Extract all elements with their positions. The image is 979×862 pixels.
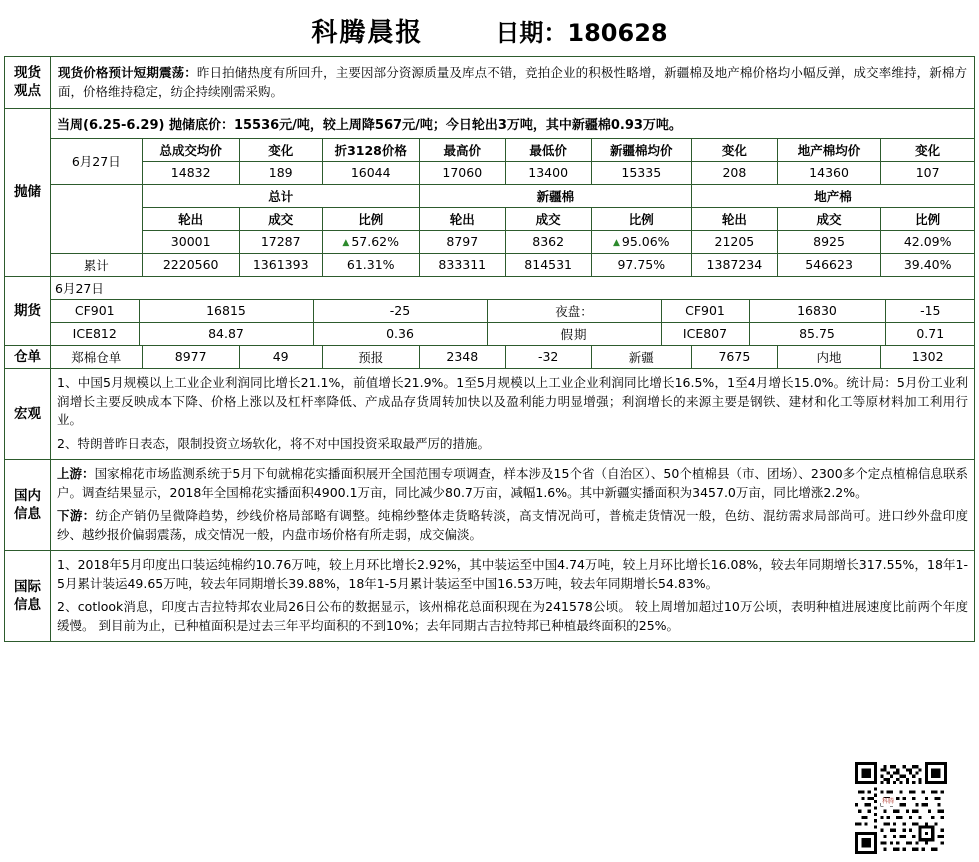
domestic-upstream [51,460,974,508]
reserve-price-header: 变化 [881,138,974,161]
reserve-data-table [51,138,974,276]
qr-code-icon [855,762,947,854]
date-value: 180628 [567,18,668,47]
reserve-spacer [51,184,142,207]
reserve-sub-header-row [51,207,974,230]
reserve-content-cell [51,108,975,276]
row-label-international-line2: 信息 [14,596,41,613]
section-reserve-auction [5,108,975,276]
futures-contract: CF901 [51,299,139,322]
reserve-today-row [51,230,974,253]
futures-contract: ICE812 [51,322,139,345]
reserve-cumulative-value: 546623 [777,253,880,276]
reserve-spacer [51,207,142,230]
triangle-up-icon: ▲ [612,237,620,248]
reserve-cumulative-value: 833311 [419,253,505,276]
spot-lead: 现货价格预计短期震荡： [58,65,197,80]
reserve-cumulative-value: 1387234 [691,253,777,276]
row-label-international-line1: 国际 [14,578,41,595]
futures-change-night: -15 [885,299,975,322]
futures-row [51,322,975,345]
warehouse-cell: 8977 [142,346,239,368]
reserve-group-header-row [51,184,974,207]
warehouse-cell: 内地 [777,346,880,368]
reserve-group-local: 地产棉 [691,184,974,207]
macro-content-cell [51,368,975,459]
reserve-cumulative-value: 61.31% [322,253,419,276]
warehouse-cell: 2348 [419,346,505,368]
row-label-domestic [5,459,51,550]
reserve-price-header: 总成交均价 [142,138,239,161]
futures-change-night: 0.71 [885,322,975,345]
reserve-today-ratio: 95.06% [621,234,670,250]
spot-content-cell [51,57,975,109]
reserve-sub-header: 成交 [239,207,322,230]
row-label-spot-line2: 观点 [14,83,41,100]
reserve-sub-header: 成交 [505,207,591,230]
futures-change: -25 [313,299,487,322]
date-label: 日期： [495,18,568,47]
reserve-cumulative-value: 1361393 [239,253,322,276]
reserve-today-value: 8925 [777,230,880,253]
row-label-international [5,550,51,641]
qr-center-label: 科腾 [882,798,895,805]
reserve-price-value: 14832 [142,161,239,184]
section-warehouse-receipts [5,345,975,368]
reserve-price-header: 变化 [239,138,322,161]
footer-spacer [0,642,979,746]
reserve-sub-header: 比例 [591,207,691,230]
section-spot-view [5,57,975,109]
reserve-today-value: 30001 [142,230,239,253]
spot-paragraph [51,57,974,108]
futures-date: 6月27日 [51,277,975,300]
reserve-price-header: 地产棉均价 [777,138,880,161]
warehouse-cell: -32 [505,346,591,368]
row-label-spot-line1: 现货 [14,65,41,82]
reserve-cumulative-value: 97.75% [591,253,691,276]
row-label-macro: 宏观 [5,368,51,459]
row-label-futures: 期货 [5,276,51,345]
report-date [495,13,667,48]
row-label-reserve: 抛储 [5,108,51,276]
futures-content-cell [51,276,975,345]
reserve-price-value: 189 [239,161,322,184]
reserve-price-value-row [51,161,974,184]
reserve-today-value [322,230,419,253]
reserve-price-value: 13400 [505,161,591,184]
section-international-info [5,550,975,641]
reserve-spacer [51,230,142,253]
reserve-cumulative-row [51,253,974,276]
futures-holiday-label: 假期 [487,322,661,345]
futures-price-night: 16830 [749,299,885,322]
reserve-sub-header: 轮出 [419,207,505,230]
reserve-today-value: 8797 [419,230,505,253]
row-label-warehouse: 仓单 [5,345,51,368]
futures-night-label: 夜盘： [487,299,661,322]
warehouse-cell: 预报 [322,346,419,368]
page-title: 科腾晨报 [311,17,424,48]
macro-paragraph-1: 1、中国5月规模以上工业企业利润同比增长21.1%，前值增长21.9%。1至5月规模以上工业企业利润同比增长16.5%，1至4月增长15.0%。统计局：5月份工业利润增长主要反映成本下降、价格上涨以及杠杆率降低、产成品存货周转加快以及盈利能力明显增强；利润增长的来源主要是钢铁、建材和化工等原材料加工利用行业。 [57,374,968,428]
warehouse-row [51,346,974,368]
row-label-domestic-line2: 信息 [14,505,41,522]
reserve-sub-header: 轮出 [691,207,777,230]
reserve-price-header: 最低价 [505,138,591,161]
warehouse-cell: 新疆 [591,346,691,368]
warehouse-cell: 郑棉仓单 [51,346,142,368]
warehouse-table [51,346,974,368]
reserve-group-total: 总计 [142,184,419,207]
reserve-today-value: 8362 [505,230,591,253]
reserve-cumulative-label: 累计 [51,253,142,276]
row-label-spot [5,57,51,109]
reserve-sub-header: 轮出 [142,207,239,230]
reserve-price-header: 变化 [691,138,777,161]
report-table [4,56,975,642]
reserve-price-value: 14360 [777,161,880,184]
reserve-today-value: 42.09% [881,230,974,253]
qr-code-container [855,762,947,854]
reserve-sub-header: 比例 [322,207,419,230]
reserve-price-header: 最高价 [419,138,505,161]
domestic-upstream-lead: 上游： [57,465,95,481]
futures-table [51,277,975,345]
international-content-cell [51,550,975,641]
reserve-cumulative-value: 814531 [505,253,591,276]
reserve-cumulative-value: 2220560 [142,253,239,276]
futures-price: 16815 [139,299,313,322]
reserve-today-value [591,230,691,253]
international-paragraph-1: 1、2018年5月印度出口装运纯棉约10.76万吨，较上月环比增长2.92%，其中装运至中国4.74万吨，较上月环比增长16.08%，较去年同期增长317.55%，18年1-5月累计装运49.65万吨，较去年同期增长39.88%，18年1-5月累计装运至中国16.53万吨，较去年同期增长54.83%。 [57,556,968,591]
reserve-price-header: 折3128价格 [322,138,419,161]
domestic-downstream [51,507,974,550]
spot-text: 昨日拍储热度有所回升，主要因部分资源质量及库点不错，竞拍企业的积极性略增，新疆棉及地产棉价格均小幅反弹，成交率维持，新棉方面，价格维持稳定，纺企持续刚需采购。 [58,65,967,100]
futures-contract-night: ICE807 [661,322,749,345]
futures-change: 0.36 [313,322,487,345]
reserve-cumulative-value: 39.40% [881,253,974,276]
reserve-date-cell: 6月27日 [51,138,142,184]
reserve-price-header-row [51,138,974,161]
reserve-price-value: 208 [691,161,777,184]
document-header [0,0,979,56]
triangle-up-icon: ▲ [342,237,350,248]
reserve-price-value: 16044 [322,161,419,184]
warehouse-cell: 7675 [691,346,777,368]
reserve-group-xinjiang: 新疆棉 [419,184,691,207]
international-paragraph-2: 2、cotlook消息，印度古吉拉特邦农业局26日公布的数据显示，该州棉花总面积现在为241578公顷。 较上周增加超过10万公顷，表明种植进展速度比前两个年度缓慢。 到目前为止，已种植面积是过去三年平均面积的不到10%；去年同期古吉拉特邦已种植最终面积的25%。 [57,599,968,633]
domestic-downstream-text: 纺企产销仍呈微降趋势，纱线价格局部略有调整。纯棉纱整体走货略转淡，高支情况尚可，普梳走货情况一般，色纺、混纺需求局部尚可。进口纱外盘印度纱、越纱报价偏弱震荡，成交情况一般，内盘市场价格有所走弱，成交偏淡。 [57,508,968,542]
futures-price: 84.87 [139,322,313,345]
reserve-sub-header: 成交 [777,207,880,230]
domestic-content-cell [51,459,975,550]
reserve-price-header: 新疆棉均价 [591,138,691,161]
domestic-upstream-text: 国家棉花市场监测系统于5月下旬就棉花实播面积展开全国范围专项调查，样本涉及15个省（自治区）、50个植棉县（市、团场）、2300多个定点植棉信息联系户。调查结果显示，2018年全国棉花实播面积4900.1万亩，同比减少80.7万亩，减幅1.6%。其中新疆实播面积为3457.0万亩，同比增涨2.2%。 [57,465,968,500]
warehouse-content-cell [51,345,975,368]
futures-price-night: 85.75 [749,322,885,345]
reserve-today-value: 21205 [691,230,777,253]
reserve-price-value: 107 [881,161,974,184]
futures-contract-night: CF901 [661,299,749,322]
row-label-domestic-line1: 国内 [14,487,41,504]
domestic-downstream-lead: 下游： [57,508,96,524]
macro-paragraph-2: 2、特朗普昨日表态，限制投资立场软化，将不对中国投资采取最严厉的措施。 [57,436,490,451]
section-macro [5,368,975,459]
reserve-today-ratio: 57.62% [351,234,399,250]
reserve-today-value: 17287 [239,230,322,253]
warehouse-cell: 49 [239,346,322,368]
section-domestic-info [5,459,975,550]
futures-date-row [51,277,975,300]
futures-row [51,299,975,322]
reserve-price-value: 15335 [591,161,691,184]
section-futures [5,276,975,345]
reserve-banner: 当周(6.25-6.29) 抛储底价：15536元/吨，较上周降567元/吨；今日轮出3万吨，其中新疆棉0.93万吨。 [57,117,682,133]
reserve-sub-header: 比例 [881,207,974,230]
reserve-price-value: 17060 [419,161,505,184]
warehouse-cell: 1302 [881,346,974,368]
